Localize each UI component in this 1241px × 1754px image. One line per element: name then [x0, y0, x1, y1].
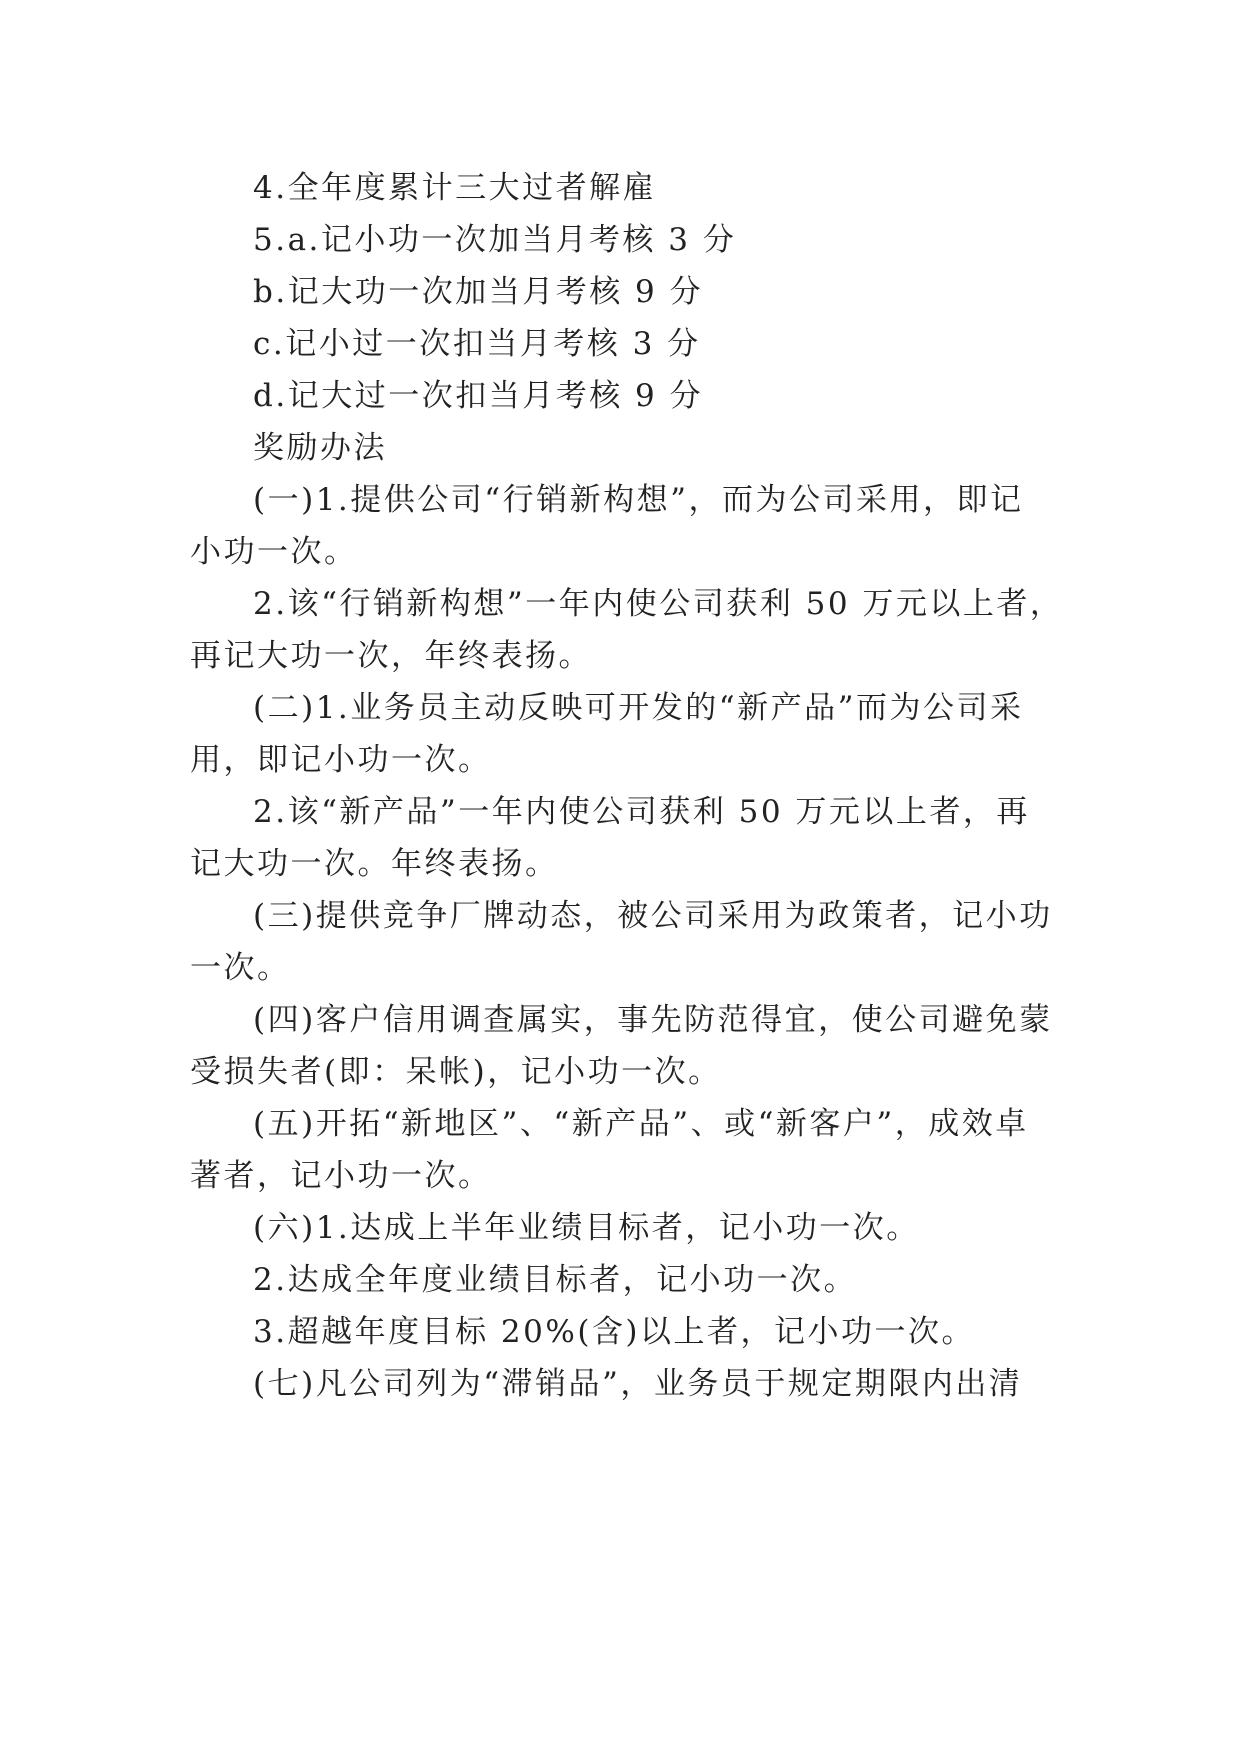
- text-line-17: (四)客户信用调查属实，事先防范得宜，使公司避免蒙: [253, 1002, 1053, 1038]
- text-line-23: 3.超越年度目标 20%(含)以上者，记小功一次。: [253, 1314, 976, 1350]
- text-line-20: 著者，记小功一次。: [190, 1158, 492, 1194]
- text-line-12: 用，即记小功一次。: [190, 742, 492, 778]
- text-line-5: d.记大过一次扣当月考核 9 分: [253, 378, 704, 414]
- text-line-13: 2.该“新产品”一年内使公司获利 50 万元以上者，再: [253, 794, 1030, 830]
- text-line-4: c.记小过一次扣当月考核 3 分: [253, 326, 701, 362]
- text-line-9: 2.该“行销新构想”一年内使公司获利 50 万元以上者，: [253, 586, 1064, 622]
- text-line-10: 再记大功一次，年终表扬。: [190, 638, 592, 674]
- text-line-21: (六)1.达成上半年业绩目标者，记小功一次。: [253, 1210, 920, 1246]
- text-line-11: (二)1.业务员主动反映可开发的“新产品”而为公司采: [253, 690, 1024, 726]
- text-line-8: 小功一次。: [190, 534, 358, 570]
- text-line-7: (一)1.提供公司“行销新构想”，而为公司采用，即记: [253, 482, 1024, 518]
- text-line-15: (三)提供竞争厂牌动态，被公司采用为政策者，记小功: [253, 898, 1053, 934]
- text-line-24: (七)凡公司列为“滞销品”，业务员于规定期限内出清: [253, 1366, 1023, 1402]
- text-line-22: 2.达成全年度业绩目标者，记小功一次。: [253, 1262, 858, 1298]
- text-line-3: b.记大功一次加当月考核 9 分: [253, 274, 704, 310]
- section-heading: 奖励办法: [253, 430, 387, 466]
- text-line-19: (五)开拓“新地区”、“新产品”、或“新客户”，成效卓: [253, 1106, 1029, 1142]
- text-line-18: 受损失者(即：呆帐)，记小功一次。: [190, 1054, 722, 1090]
- text-line-2: 5.a.记小功一次加当月考核 3 分: [253, 222, 737, 258]
- text-line-16: 一次。: [190, 950, 291, 986]
- text-line-1: 4.全年度累计三大过者解雇: [253, 170, 657, 206]
- text-line-14: 记大功一次。年终表扬。: [190, 846, 559, 882]
